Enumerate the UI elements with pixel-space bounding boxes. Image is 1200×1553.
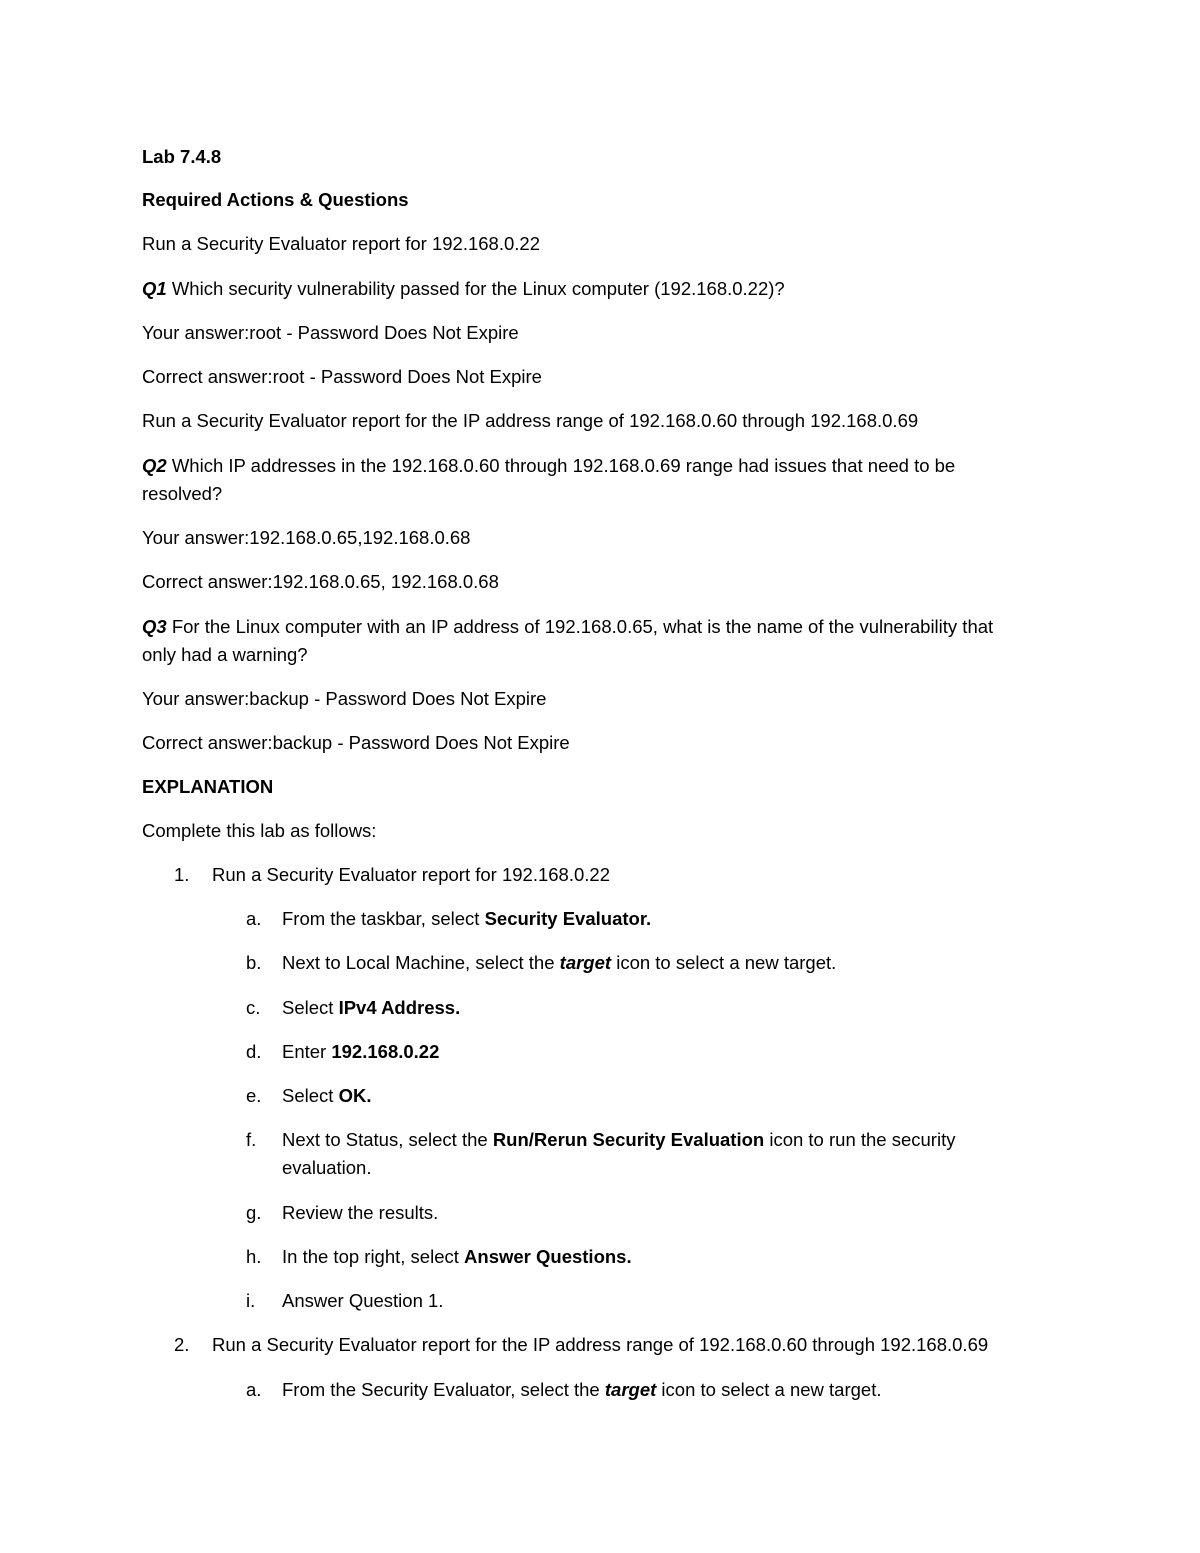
- step-1i-letter: i.: [246, 1290, 256, 1311]
- question-3-label: Q3: [142, 616, 167, 637]
- q2-your-answer: Your answer:192.168.0.65,192.168.0.68: [142, 527, 471, 548]
- q2-correct-answer: Correct answer:192.168.0.65, 192.168.0.68: [142, 571, 499, 592]
- step-1f-emphasis: Run/Rerun Security Evaluation: [492, 1129, 765, 1150]
- doc-title: Lab 7.4.8: [142, 146, 222, 167]
- explanation-intro: Complete this lab as follows:: [142, 820, 377, 841]
- step-1d-text: Enter: [282, 1041, 332, 1062]
- step-1a-letter: a.: [246, 908, 262, 929]
- question-2-label: Q2: [142, 455, 167, 476]
- step-2-number: 2.: [174, 1334, 190, 1355]
- step-1e-letter: e.: [246, 1085, 262, 1106]
- step-1d: [0, 1038, 1200, 1066]
- task-2: Run a Security Evaluator report for the IP address range of 192.168.0.60 through 192.168.0.69: [142, 410, 919, 431]
- step-1e: [0, 1082, 1200, 1110]
- step-1f-letter: f.: [246, 1129, 257, 1150]
- step-1f-text-end: icon to run the security: [764, 1129, 956, 1150]
- question-2: [142, 452, 1072, 480]
- question-1-label: Q1: [142, 278, 167, 299]
- question-3: [142, 613, 1072, 641]
- step-1c-emphasis: IPv4 Address.: [338, 997, 461, 1018]
- question-2-text: Which IP addresses in the 192.168.0.60 through 192.168.0.69 range had issues that need to be: [171, 455, 956, 476]
- q3-your-answer: Your answer:backup - Password Does Not Expire: [142, 688, 547, 709]
- q1-correct-answer: Correct answer:root - Password Does Not Expire: [142, 366, 542, 387]
- step-1h-letter: h.: [246, 1246, 262, 1267]
- step-1h-emphasis: Answer Questions.: [464, 1246, 632, 1267]
- step-1b: [0, 949, 1200, 977]
- step-1a-text: From the taskbar, select: [282, 908, 485, 929]
- step-2a-text: From the Security Evaluator, select the: [282, 1379, 605, 1400]
- step-1-text: Run a Security Evaluator report for 192.168.0.22: [212, 864, 610, 885]
- step-1a: [0, 905, 1200, 933]
- step-1f-text-cont: evaluation.: [282, 1157, 372, 1178]
- step-1a-emphasis: Security Evaluator.: [484, 908, 652, 929]
- step-1b-text: Next to Local Machine, select the: [282, 952, 560, 973]
- question-1-text: Which security vulnerability passed for the Linux computer (192.168.0.22)?: [171, 278, 785, 299]
- task-1: Run a Security Evaluator report for 192.168.0.22: [142, 233, 540, 254]
- step-2-text: Run a Security Evaluator report for the IP address range of 192.168.0.60 through 192.168.0.69: [212, 1334, 989, 1355]
- step-1d-letter: d.: [246, 1041, 262, 1062]
- step-1b-emphasis: target: [559, 952, 612, 973]
- step-2a: [0, 1376, 1200, 1404]
- step-1e-emphasis: OK.: [338, 1085, 372, 1106]
- step-1g-letter: g.: [246, 1202, 262, 1223]
- step-1: [0, 861, 1200, 889]
- step-1i-text: Answer Question 1.: [282, 1290, 444, 1311]
- question-1: [142, 275, 1072, 303]
- step-1c-letter: c.: [246, 997, 261, 1018]
- step-1e-text: Select: [282, 1085, 339, 1106]
- question-3-text: For the Linux computer with an IP address of 192.168.0.65, what is the name of the vulnerability that: [171, 616, 994, 637]
- step-1f-text: Next to Status, select the: [282, 1129, 493, 1150]
- step-1b-text-end: icon to select a new target.: [611, 952, 837, 973]
- section-heading: Required Actions & Questions: [142, 189, 409, 210]
- step-1g-text: Review the results.: [282, 1202, 439, 1223]
- step-2a-emphasis: target: [604, 1379, 657, 1400]
- q1-your-answer: Your answer:root - Password Does Not Expire: [142, 322, 519, 343]
- step-1b-letter: b.: [246, 952, 262, 973]
- step-2: [0, 1331, 1200, 1359]
- step-1-number: 1.: [174, 864, 190, 885]
- step-1d-emphasis: 192.168.0.22: [331, 1041, 440, 1062]
- step-1h-text: In the top right, select: [282, 1246, 465, 1267]
- explanation-heading: EXPLANATION: [142, 776, 274, 797]
- step-1c-text: Select: [282, 997, 339, 1018]
- step-1f: [0, 1126, 1200, 1182]
- step-1g: [0, 1199, 1200, 1227]
- step-1i: [0, 1287, 1200, 1315]
- step-2a-text-end: icon to select a new target.: [656, 1379, 882, 1400]
- question-3-cont: only had a warning?: [142, 644, 308, 665]
- q3-correct-answer: Correct answer:backup - Password Does Not Expire: [142, 732, 570, 753]
- step-1c: [0, 994, 1200, 1022]
- step-1h: [0, 1243, 1200, 1271]
- step-2a-letter: a.: [246, 1379, 262, 1400]
- question-2-cont: resolved?: [142, 483, 223, 504]
